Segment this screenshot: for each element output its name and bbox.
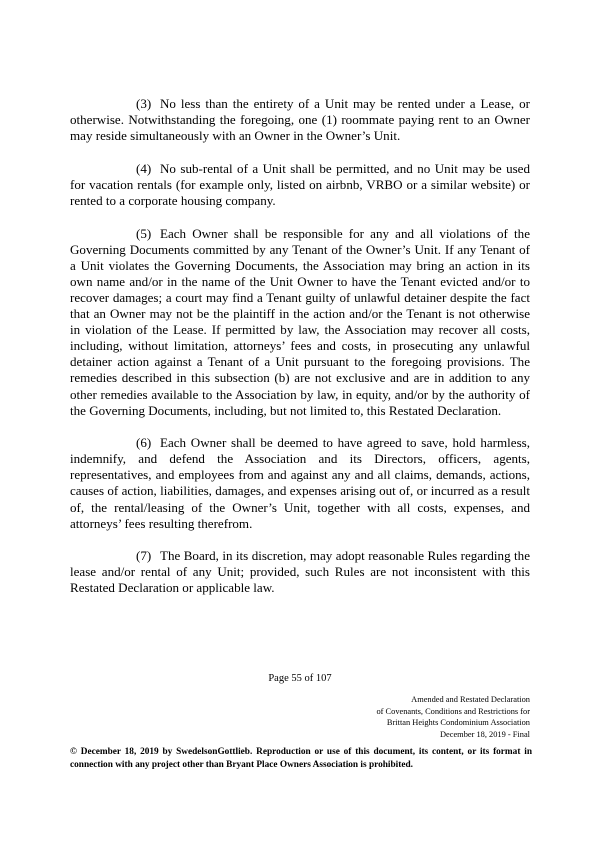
paragraph-3 [70, 96, 530, 144]
document-body [70, 96, 530, 613]
paragraph-number: (5) [136, 225, 152, 241]
doc-title-line: Brittan Heights Condominium Association [386, 718, 530, 728]
doc-title-line: Amended and Restated Declaration [411, 695, 530, 704]
paragraph-6 [70, 435, 530, 532]
paragraph-number: (7) [136, 548, 152, 564]
paragraph-text: The Board, in its discretion, may adopt reasonable Rules regarding the lease and/or rental of any Unit; provided, such Rules are not inconsistent with this Restated Declaration or applicable law. [70, 548, 530, 596]
paragraph-text: Each Owner shall be deemed to have agreed to save, hold harmless, indemnify, and defend the Association and its Directors, officers, agents, representatives, and employees from and against any and all claims, demands, actions, causes of action, liabilities, damages, and expenses arising out of, or incurred as a result of, the rental/leasing of the Owner’s Unit, together with all costs, expenses, and attorneys’ fees resulting therefrom. [70, 435, 530, 531]
copyright-notice: © December 18, 2019 by SwedelsonGottlieb. Reproduction or use of this document, its content, or its format in connection with any project other than Bryant Place Owners Association is prohibited. [70, 747, 532, 770]
paragraph-7 [70, 548, 530, 596]
paragraph-text: No less than the entirety of a Unit may be rented under a Lease, or otherwise. Notwithstanding the foregoing, one (1) roommate paying rent to an Owner may reside simultaneously with an Owner in the Owner’s Unit. [70, 96, 530, 144]
paragraph-text: No sub-rental of a Unit shall be permitted, and no Unit may be used for vacation rentals (for example only, listed on airbnb, VRBO or a similar website) or rented to a corporate housing company. [70, 160, 530, 208]
paragraph-number: (6) [136, 435, 152, 451]
doc-title-line: of Covenants, Conditions and Restrictions for [376, 706, 530, 716]
paragraph-4 [70, 161, 530, 209]
page-number: Page 55 of 107 [268, 673, 332, 684]
paragraph-number: (4) [136, 160, 152, 176]
paragraph-5 [70, 226, 530, 419]
paragraph-number: (3) [136, 96, 152, 111]
paragraph-text: Each Owner shall be responsible for any and all violations of the Governing Documents committed by any Tenant of the Owner’s Unit. If any Tenant of a Unit violates the Governing Documents, the Association may bring an action in its own name and/or in the name of the Unit Owner to have the Tenant evicted and/or to recover damages; a court may find a Tenant guilty of unlawful detainer despite the fact that an Owner may not be the plaintiff in the action and/or the Tenant is not otherwise in violation of the Lease. If permitted by law, the Association may recover all costs, including, without limitation, attorneys’ fees and costs, in prosecuting any unlawful detainer action against a Tenant of a Unit pursuant to the foregoing provisions. The remedies described in this subsection (b) are not exclusive and are in addition to any other remedies available to the Association by law, in equity, and/or by the authority of the Governing Documents, including, but not limited to, this Restated Declaration. [70, 225, 530, 418]
document-identifier [270, 694, 530, 740]
doc-title-line: December 18, 2019 - Final [439, 729, 530, 739]
